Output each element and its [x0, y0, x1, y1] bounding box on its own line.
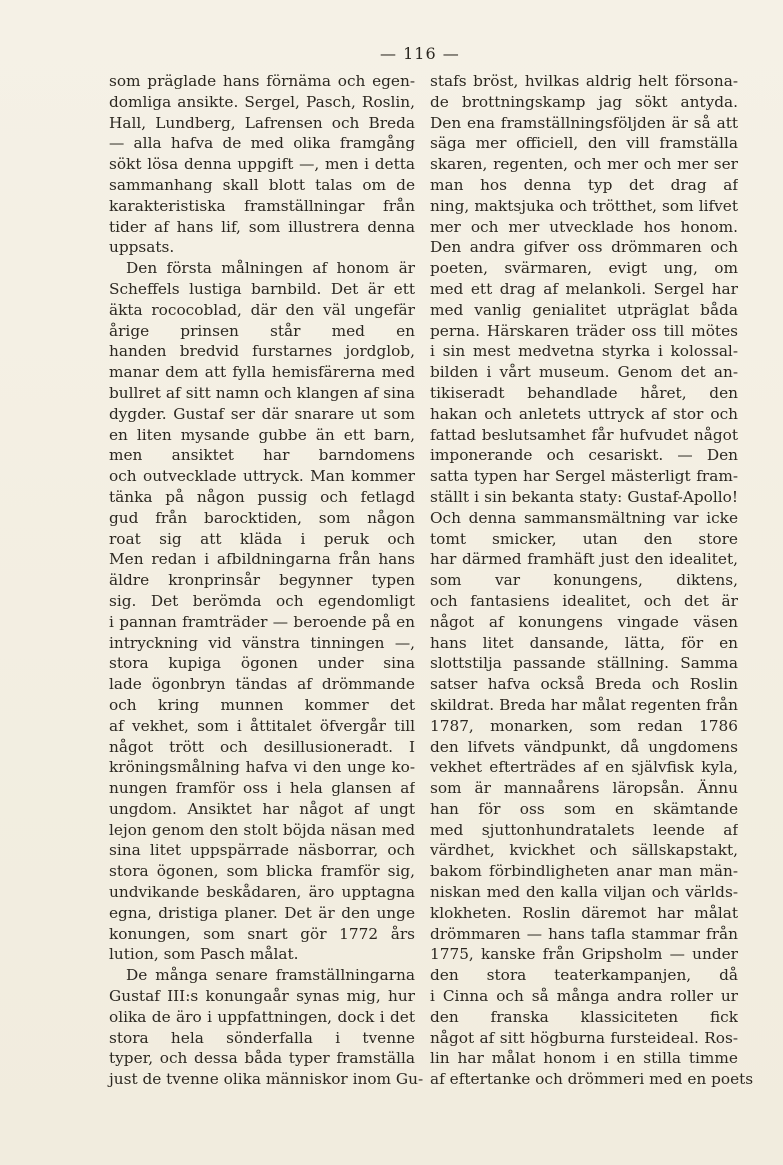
text-line: bilden i vårt museum. Genom det an-	[430, 363, 738, 382]
text-line: uppsats.	[109, 238, 175, 257]
text-line: De många senare framställningarna	[126, 966, 415, 985]
text-line: en liten mysande gubbe än ett barn,	[109, 425, 415, 444]
text-line: drömmaren — hans tafla stammar från	[430, 924, 738, 943]
text-line: slottstilja passande ställning. Samma	[430, 654, 738, 673]
text-line: karakteristiska framställningar från	[109, 196, 415, 215]
text-line: Den andra gifver oss drömmaren och	[430, 238, 738, 257]
text-line: gud från barocktiden, som någon	[109, 508, 415, 527]
text-line: och fantasiens idealitet, och det är	[430, 591, 738, 610]
text-line: som är mannaårens läropsån. Ännu	[430, 779, 738, 798]
text-line: men ansiktet har barndomens	[109, 446, 415, 465]
text-line: — alla hafva de med olika framgång	[109, 134, 415, 153]
text-line: 1787, monarken, som redan 1786	[430, 716, 738, 735]
text-line: den stora teaterkampanjen, då	[430, 966, 738, 985]
text-line: Hall, Lundberg, Lafrensen och Breda	[109, 113, 415, 132]
text-line: Men redan i afbildningarna från hans	[109, 550, 415, 569]
text-line: kröningsmålning hafva vi den unge ko-	[109, 758, 415, 777]
text-line: sina litet uppspärrade näsborrar, och	[109, 841, 415, 860]
text-line: något af sitt högburna fursteideal. Ros-	[430, 1028, 738, 1047]
text-line: dygder. Gustaf ser där snarare ut som	[109, 404, 415, 423]
text-line: hans litet dansande, lätta, för en	[430, 633, 738, 652]
text-line: den franska klassiciteten fick	[430, 1007, 738, 1026]
text-line: satser hafva också Breda och Roslin	[430, 675, 738, 694]
text-line: undvikande beskådaren, äro upptagna	[109, 883, 415, 902]
text-line: Scheffels lustiga barnbild. Det är ett	[109, 279, 415, 298]
text-line: Den ena framställningsföljden är så att	[430, 113, 738, 132]
text-line: 1775, kanske från Gripsholm — under	[430, 945, 738, 964]
text-line: hakan och anletets uttryck af stor och	[430, 404, 738, 423]
text-line: och kring munnen kommer det	[109, 695, 415, 714]
text-line: just de tvenne olika människor inom Gu-	[109, 1070, 424, 1089]
text-line: sammanhang skall blott talas om de	[109, 175, 415, 194]
text-line: egna, dristiga planer. Det är den unge	[109, 903, 415, 922]
text-line: lution, som Pasch målat.	[109, 945, 299, 964]
text-line: perna. Härskaren träder oss till mötes	[430, 321, 738, 340]
text-line: imponerande och cesariskt. — Den	[430, 446, 738, 465]
text-line: med vanlig genialitet utpräglat båda	[430, 300, 738, 319]
text-line: Gustaf III:s konungaår synas mig, hur	[109, 987, 415, 1006]
text-line: bullret af sitt namn och klangen af sina	[109, 383, 415, 402]
text-line: manar dem att fylla hemisfärerna med	[109, 363, 415, 382]
text-line: något af konungens vingade väsen	[430, 612, 738, 631]
text-line: och outvecklade uttryck. Man kommer	[109, 467, 415, 486]
text-line: domliga ansikte. Sergel, Pasch, Roslin,	[109, 92, 415, 111]
text-line: satta typen har Sergel mästerligt fram-	[430, 467, 738, 486]
text-line: sig. Det berömda och egendomligt	[109, 591, 415, 610]
text-line: något trött och desillusioneradt. I	[109, 737, 415, 756]
text-line: äldre kronprinsår begynner typen	[109, 571, 415, 590]
page-number: — 116 —	[380, 44, 460, 63]
text-line: äkta rococoblad, där den väl ungefär	[109, 300, 415, 319]
text-line: tänka på någon pussig och fetlagd	[109, 487, 415, 506]
text-line: skaren, regenten, och mer och mer ser	[430, 155, 738, 174]
text-line: de brottningskamp jag sökt antyda.	[430, 92, 738, 111]
text-line: säga mer officiell, den vill framställa	[430, 134, 738, 153]
text-line: roat sig att kläda i peruk och	[109, 529, 415, 548]
text-line: ning, maktsjuka och trötthet, som lifvet	[430, 196, 738, 215]
text-line: han för oss som en skämtande	[430, 799, 738, 818]
text-line: nungen framför oss i hela glansen af	[109, 779, 415, 798]
text-line: stora ögonen, som blicka framför sig,	[109, 862, 415, 881]
text-line: som präglade hans förnäma och egen-	[109, 72, 415, 90]
text-line: handen bredvid furstarnes jordglob,	[109, 342, 415, 361]
left-column	[109, 71, 424, 1090]
right-column	[430, 71, 754, 1090]
text-line: ställt i sin bekanta staty: Gustaf-Apollo!	[430, 487, 738, 506]
text-line: fattad beslutsamhet får hufvudet något	[430, 425, 738, 444]
text-line: bakom förbindligheten anar man män-	[430, 862, 738, 881]
text-line: med ett drag af melankoli. Sergel har	[430, 279, 738, 298]
text-line: i sin mest medvetna styrka i kolossal-	[430, 342, 738, 361]
text-line: har därmed framhäft just den idealitet,	[430, 550, 738, 569]
text-line: värdhet, kvickhet och sällskapstakt,	[430, 841, 738, 860]
text-line: typer, och dessa båda typer framställa	[109, 1049, 415, 1068]
text-line: man hos denna typ det drag af	[430, 175, 738, 194]
text-line: ungdom. Ansiktet har något af ungt	[109, 799, 415, 818]
text-line: sökt lösa denna uppgift —, men i detta	[109, 155, 415, 174]
text-line: vekhet efterträdes af en självfisk kyla,	[430, 758, 738, 777]
text-line: mer och mer utvecklade hos honom.	[430, 217, 738, 236]
text-line: i Cinna och så många andra roller ur	[430, 987, 738, 1006]
text-line: klokheten. Roslin däremot har målat	[430, 903, 738, 922]
text-line: tikiseradt behandlade håret, den	[430, 383, 738, 402]
text-line: tomt smicker, utan den store	[430, 529, 738, 548]
text-line: niskan med den kalla viljan och världs-	[430, 883, 738, 902]
text-line: stora hela sönderfalla i tvenne	[109, 1028, 415, 1047]
text-line: den lifvets vändpunkt, då ungdomens	[430, 737, 738, 756]
text-line: stora kupiga ögonen under sina	[109, 654, 415, 673]
text-line: lade ögonbryn tändas af drömmande	[109, 675, 415, 694]
text-line: Och denna sammansmältning var icke	[430, 508, 738, 527]
text-line: årige prinsen står med en	[109, 321, 415, 340]
text-line: olika de äro i uppfattningen, dock i det	[109, 1007, 415, 1026]
text-line: af vekhet, som i åttitalet öfvergår till	[109, 716, 415, 735]
text-line: skildrat. Breda har målat regenten från	[430, 695, 738, 714]
text-line: af eftertanke och drömmeri med en poets	[430, 1070, 754, 1089]
text-line: intryckning vid vänstra tinningen —,	[109, 633, 415, 652]
text-line: poeten, svärmaren, evigt ung, om	[430, 259, 738, 278]
text-line: tider af hans lif, som illustrera denna	[109, 217, 415, 236]
text-line: lejon genom den stolt böjda näsan med	[109, 820, 415, 839]
text-line: lin har målat honom i en stilla timme	[430, 1049, 738, 1068]
text-line: konungen, som snart gör 1772 års	[109, 924, 415, 943]
text-line: i pannan framträder — beroende på en	[109, 612, 415, 631]
text-line: stafs bröst, hvilkas aldrig helt försona-	[430, 72, 738, 90]
text-line: Den första målningen af honom är	[126, 259, 415, 278]
text-line: som var konungens, diktens,	[430, 571, 738, 590]
text-line: med sjuttonhundratalets leende af	[430, 820, 738, 839]
